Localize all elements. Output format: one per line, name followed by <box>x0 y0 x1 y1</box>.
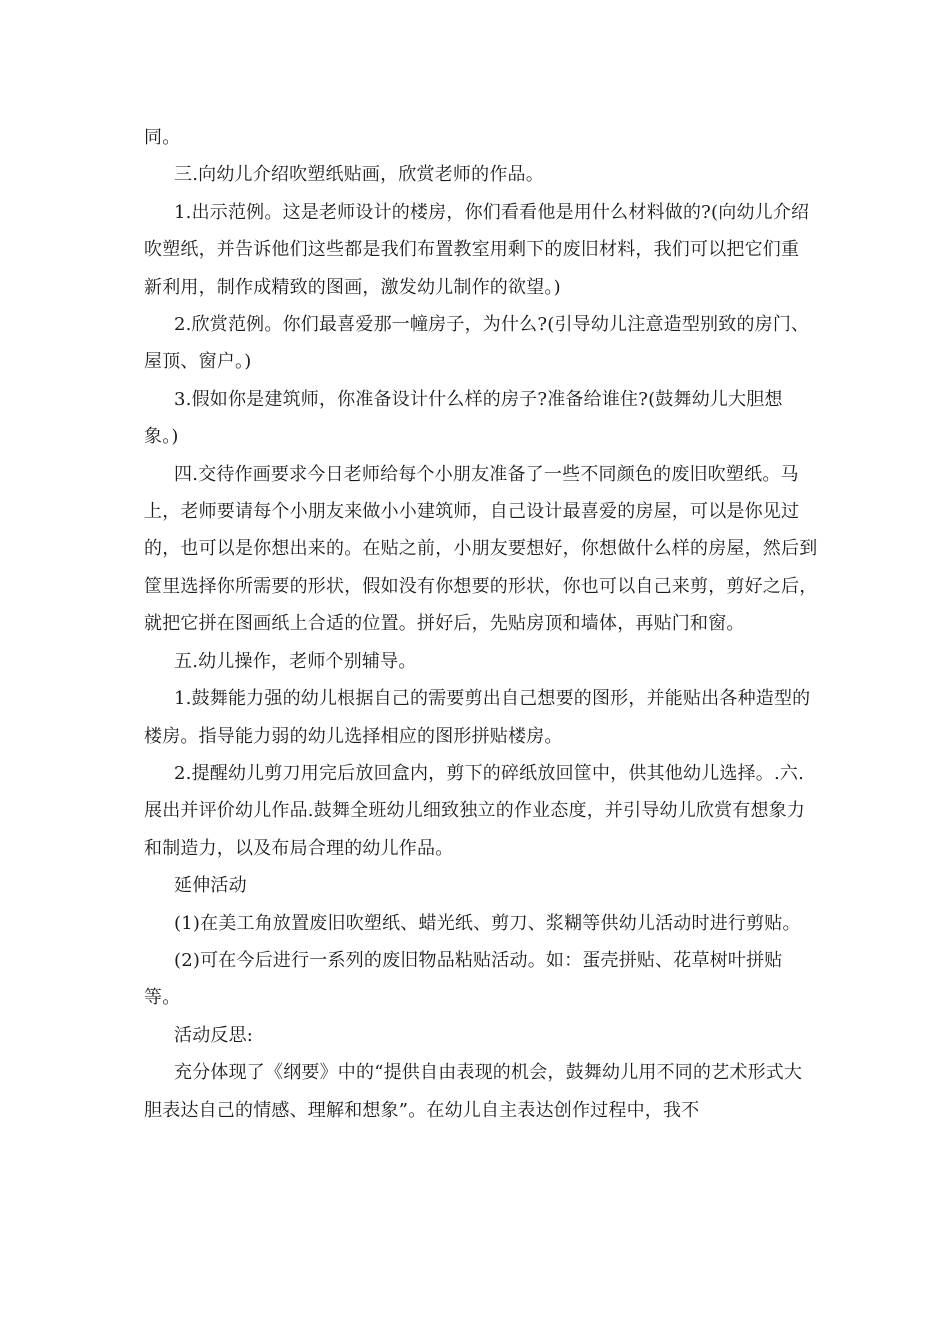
section-heading-4: 四.交待作画要求今日老师给每个小朋友准备了一些不同颜色的废旧吹塑纸。马上，老师要请每个小朋友来做小小建筑师，自己设计最喜爱的房屋，可以是你见过的，也可以是你想出来的。在贴之前，小朋友要想好，你想做什么样的房屋，然后到筐里选择你所需要的形状，假如没有你想要的形状，你也可以自己来剪，剪好之后，就把它拼在图画纸上合适的位置。拼好后，先贴房顶和墙体，再贴门和窗。 <box>144 463 818 635</box>
section-heading-reflection: 活动反思: <box>174 1024 254 1046</box>
paragraph-item-1: 1.出示范例。这是老师设计的楼房，你们看看他是用什么材料做的?(向幼儿介绍吹塑纸，并告诉他们这些都是我们布置教室用剩下的废旧材料，我们可以把它们重新利用，制作成精致的图画，激发幼儿制作的欲望。) <box>144 201 810 298</box>
section-heading-extension: 延伸活动 <box>174 875 247 897</box>
paragraph-extension-1: (1)在美工角放置废旧吹塑纸、蜡光纸、剪刀、浆糊等供幼儿活动时进行剪贴。 <box>174 912 801 934</box>
paragraph-item-5-2: 2.提醒幼儿剪刀用完后放回盒内，剪下的碎纸放回筐中，供其他幼儿选择。.六.展出并评价幼儿作品.鼓舞全班幼儿细致独立的作业态度，并引导幼儿欣赏有想象力和制造力，以及布局合理的幼儿作品。 <box>144 762 806 859</box>
paragraph-reflection: 充分体现了《纲要》中的“提供自由表现的机会，鼓舞幼儿用不同的艺术形式大胆表达自己的情感、理解和想象”。在幼儿自主表达创作过程中，我不 <box>144 1062 803 1121</box>
paragraph-item-5-1: 1.鼓舞能力强的幼儿根据自己的需要剪出自己想要的图形，并能贴出各种造型的楼房。指导能力弱的幼儿选择相应的图形拼贴楼房。 <box>144 688 811 747</box>
document-body <box>144 119 818 1129</box>
section-heading-5: 五.幼儿操作，老师个别辅导。 <box>174 650 417 672</box>
paragraph-item-2: 2.欣赏范例。你们最喜爱那一幢房子，为什么?(引导幼儿注意造型别致的房门、屋顶、窗户。) <box>144 314 810 373</box>
paragraph-item-3: 3.假如你是建筑师，你准备设计什么样的房子?准备给谁住?(鼓舞幼儿大胆想象。) <box>144 388 783 448</box>
section-heading-3: 三.向幼儿介绍吹塑纸贴画，欣赏老师的作品。 <box>174 164 544 186</box>
paragraph-extension-2: (2)可在今后进行一系列的废旧物品粘贴活动。如：蛋壳拼贴、花草树叶拼贴等。 <box>144 949 783 1009</box>
paragraph-continuation: 同。 <box>144 127 181 148</box>
